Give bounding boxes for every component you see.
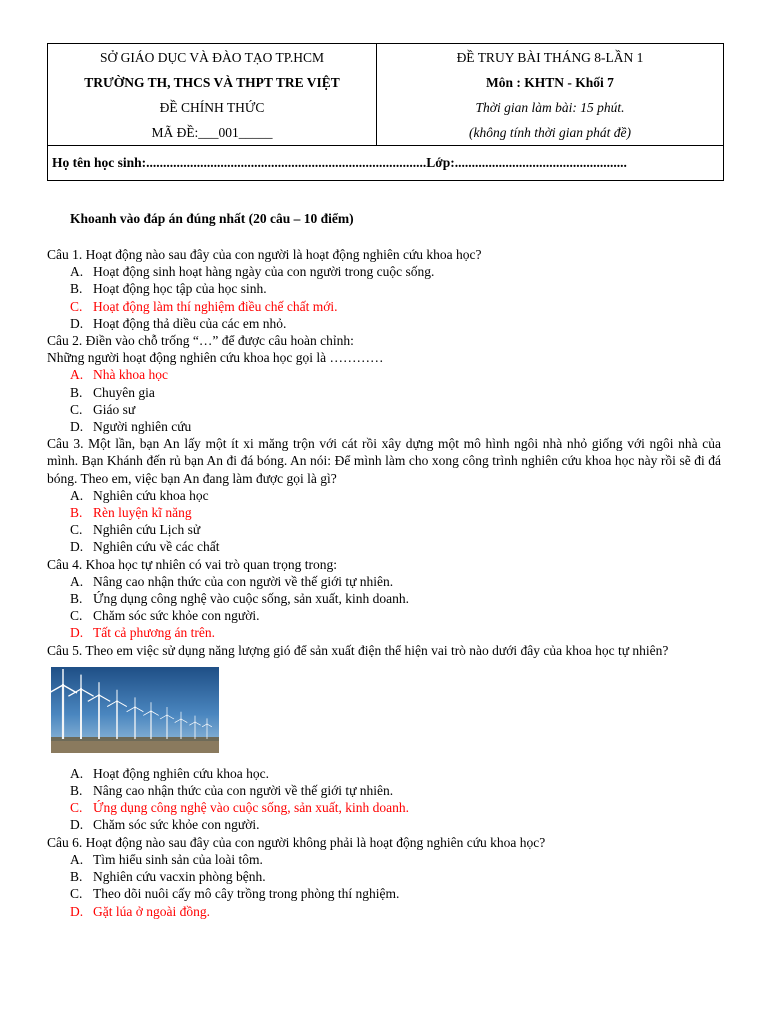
option-letter: B.	[70, 281, 83, 297]
answer-option[interactable]	[47, 765, 721, 782]
option-letter: A.	[70, 264, 84, 280]
option-text: Nghiên cứu Lịch sử	[93, 522, 201, 538]
question-1	[47, 246, 721, 332]
exam-header-table	[47, 43, 724, 181]
option-letter: D.	[70, 903, 84, 919]
answer-option[interactable]	[47, 573, 721, 590]
subject-label: Môn : KHTN - Khối 7	[486, 75, 614, 90]
exam-code: MÃ ĐỀ:___001_____	[151, 125, 273, 140]
answer-option[interactable]	[47, 263, 721, 280]
student-info-cell	[48, 146, 724, 181]
option-text: Hoạt động làm thí nghiệm điều chế chất mới.	[93, 298, 338, 314]
option-text: Nâng cao nhận thức của con người về thế giới tự nhiên.	[93, 783, 394, 799]
option-text: Tất cả phương án trên.	[93, 625, 216, 641]
option-text: Chăm sóc sức khỏe con người.	[93, 817, 260, 833]
option-text: Nghiên cứu khoa học	[93, 487, 209, 503]
option-text: Hoạt động thả diều của các em nhỏ.	[93, 315, 287, 331]
option-letter: C.	[70, 886, 83, 902]
header-left-cell	[48, 44, 377, 146]
question-5	[47, 642, 721, 834]
option-letter: D.	[70, 817, 84, 833]
answer-option[interactable]	[47, 315, 721, 332]
option-text: Gặt lúa ở ngoài đồng.	[93, 903, 210, 919]
option-text: Nhà khoa học	[93, 367, 168, 383]
answer-options	[47, 573, 721, 642]
option-text: Giáo sư	[93, 401, 136, 417]
option-text: Rèn luyện kĩ năng	[93, 505, 192, 521]
answer-option[interactable]	[47, 384, 721, 401]
exam-title: ĐỀ TRUY BÀI THÁNG 8-LẦN 1	[456, 50, 644, 65]
option-text: Nâng cao nhận thức của con người về thế giới tự nhiên.	[93, 573, 394, 589]
question-list	[47, 246, 721, 920]
answer-options	[47, 765, 721, 834]
option-text: Theo dõi nuôi cấy mô cây trồng trong phòng thí nghiệm.	[93, 886, 400, 902]
option-text: Tìm hiểu sinh sản của loài tôm.	[93, 851, 263, 867]
answer-option[interactable]	[47, 401, 721, 418]
answer-option[interactable]	[47, 624, 721, 641]
option-text: Ứng dụng công nghệ vào cuộc sống, sản xuất, kinh doanh.	[93, 591, 410, 607]
answer-options	[47, 263, 721, 332]
option-text: Người nghiên cứu	[93, 419, 192, 435]
question-3	[47, 435, 721, 555]
option-letter: D.	[70, 625, 84, 641]
answer-option[interactable]	[47, 868, 721, 885]
question-stem-continuation: Những người hoạt động nghiên cứu khoa học gọi là …………	[47, 350, 384, 366]
option-letter: B.	[70, 783, 83, 799]
answer-option[interactable]	[47, 851, 721, 868]
answer-option[interactable]	[47, 418, 721, 435]
option-letter: C.	[70, 401, 83, 417]
instruction: Khoanh vào đáp án đúng nhất (20 câu – 10 điểm)	[70, 211, 354, 226]
option-letter: B.	[70, 869, 83, 885]
answer-option[interactable]	[47, 538, 721, 555]
option-letter: C.	[70, 522, 83, 538]
option-letter: B.	[70, 591, 83, 607]
question-6	[47, 834, 721, 920]
time-note: (không tính thời gian phát đề)	[468, 125, 632, 140]
option-text: Nghiên cứu vacxin phòng bệnh.	[93, 869, 266, 885]
question-stem: Câu 5. Theo em việc sử dụng năng lượng gió để sản xuất điện thể hiện vai trò nào dưới đây của khoa học tự nhiên?	[47, 642, 669, 658]
answer-option[interactable]	[47, 504, 721, 521]
answer-option[interactable]	[47, 816, 721, 833]
answer-option[interactable]	[47, 366, 721, 383]
option-text: Nghiên cứu về các chất	[93, 539, 220, 555]
question-stem: Câu 1. Hoạt động nào sau đây của con người là hoạt động nghiên cứu khoa học?	[47, 247, 482, 262]
answer-option[interactable]	[47, 782, 721, 799]
option-letter: A.	[70, 487, 84, 503]
answer-option[interactable]	[47, 903, 721, 920]
option-letter: B.	[70, 505, 83, 521]
answer-options	[47, 851, 721, 920]
option-text: Hoạt động học tập của học sinh.	[93, 281, 267, 297]
header-right-cell	[377, 44, 724, 146]
answer-options	[47, 487, 721, 556]
option-letter: D.	[70, 419, 84, 435]
official-label: ĐỀ CHÍNH THỨC	[159, 100, 265, 115]
option-text: Hoạt động nghiên cứu khoa học.	[93, 765, 270, 781]
time-limit: Thời gian làm bài: 15 phút.	[475, 100, 625, 115]
question-stem: Câu 2. Điền vào chỗ trống “…” để được câu hoàn chỉnh:	[47, 333, 354, 349]
option-letter: A.	[70, 573, 84, 589]
answer-option[interactable]	[47, 607, 721, 624]
option-text: Hoạt động sinh hoạt hàng ngày của con người trong cuộc sống.	[93, 264, 435, 280]
question-stem: Câu 3. Một lần, bạn An lấy một ít xi măng trộn với cát rồi xây dựng một mô hình ngôi nhà nhỏ giống với ngôi nhà của mình. Bạn Khánh đến rủ bạn An đi đá bóng. An nói: Để mình làm cho xong công trình nghiên cứu khoa học này rồi sẽ đi đá bóng. Theo em, việc bạn An đang làm được gọi là gì?	[47, 436, 721, 486]
option-letter: C.	[70, 800, 83, 816]
school-name: TRƯỜNG TH, THCS VÀ THPT TRE VIỆT	[84, 75, 340, 90]
option-letter: A.	[70, 851, 84, 867]
answer-option[interactable]	[47, 521, 721, 538]
answer-option[interactable]	[47, 590, 721, 607]
option-text: Ứng dụng công nghệ vào cuộc sống, sản xuất, kinh doanh.	[93, 800, 410, 816]
question-stem: Câu 4. Khoa học tự nhiên có vai trò quan trọng trong:	[47, 556, 338, 572]
question-stem: Câu 6. Hoạt động nào sau đây của con người không phải là hoạt động nghiên cứu khoa học?	[47, 834, 546, 850]
question-4	[47, 556, 721, 642]
student-name-line[interactable]: Họ tên học sinh:...................................................................................Lớp:...................................................	[52, 155, 627, 170]
option-letter: B.	[70, 384, 83, 400]
option-letter: D.	[70, 539, 84, 555]
option-letter: A.	[70, 765, 84, 781]
answer-option[interactable]	[47, 885, 721, 902]
option-text: Chăm sóc sức khỏe con người.	[93, 608, 260, 624]
option-letter: A.	[70, 367, 84, 383]
department-name: SỞ GIÁO DỤC VÀ ĐÀO TẠO TP.HCM	[100, 50, 324, 65]
answer-option[interactable]	[47, 280, 721, 297]
option-letter: C.	[70, 298, 83, 314]
question-2	[47, 332, 721, 435]
answer-option[interactable]	[47, 799, 721, 816]
option-text: Chuyên gia	[93, 384, 155, 400]
option-letter: D.	[70, 315, 84, 331]
answer-option[interactable]	[47, 487, 721, 504]
option-letter: C.	[70, 608, 83, 624]
answer-option[interactable]	[47, 298, 721, 315]
wind-turbines-photo-icon	[51, 667, 219, 753]
answer-options	[47, 366, 721, 435]
